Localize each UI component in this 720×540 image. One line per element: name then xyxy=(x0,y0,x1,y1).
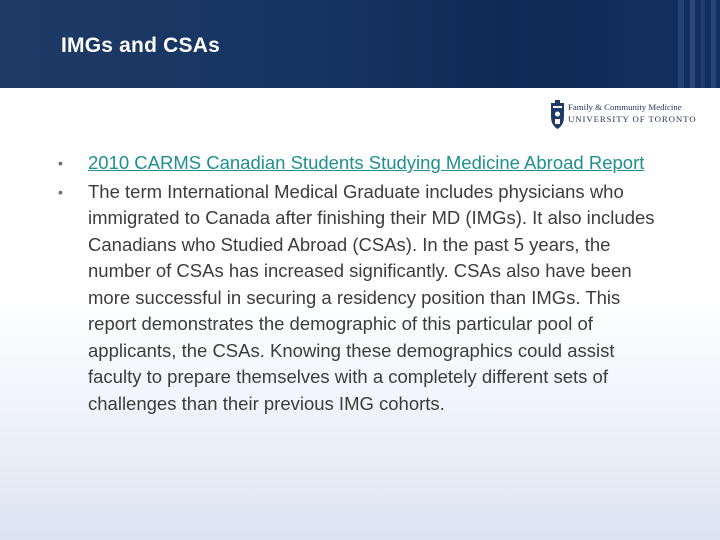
logo-university: UNIVERSITY OF TORONTO xyxy=(568,114,697,124)
title-banner xyxy=(0,0,720,88)
decorative-stripes xyxy=(670,0,720,88)
list-item xyxy=(58,150,658,177)
report-link[interactable]: 2010 CARMS Canadian Students Studying Medicine Abroad Report xyxy=(88,152,645,173)
list-item xyxy=(58,179,658,418)
bullet-marker: • xyxy=(58,183,63,200)
university-crest-icon xyxy=(550,100,565,130)
university-logo xyxy=(550,100,697,134)
slide-title: IMGs and CSAs xyxy=(61,34,220,57)
logo-department: Family & Community Medicine xyxy=(568,102,682,112)
bullet-text: The term International Medical Graduate includes physicians who immigrated to Canada after finishing their MD (IMGs). It also includes Canadians who Studied Abroad (CSAs). In the past 5 years, the number of CSAs has increased significantly. CSAs also have been more successful in securing a residency position than IMGs. This report demonstrates the demographic of this particular pool of applicants, the CSAs. Knowing these demographics could assist faculty to prepare themselves with a completely different sets of challenges than their previous IMG cohorts. xyxy=(88,180,655,414)
bullet-marker: • xyxy=(58,155,63,171)
bullet-list xyxy=(58,150,658,419)
